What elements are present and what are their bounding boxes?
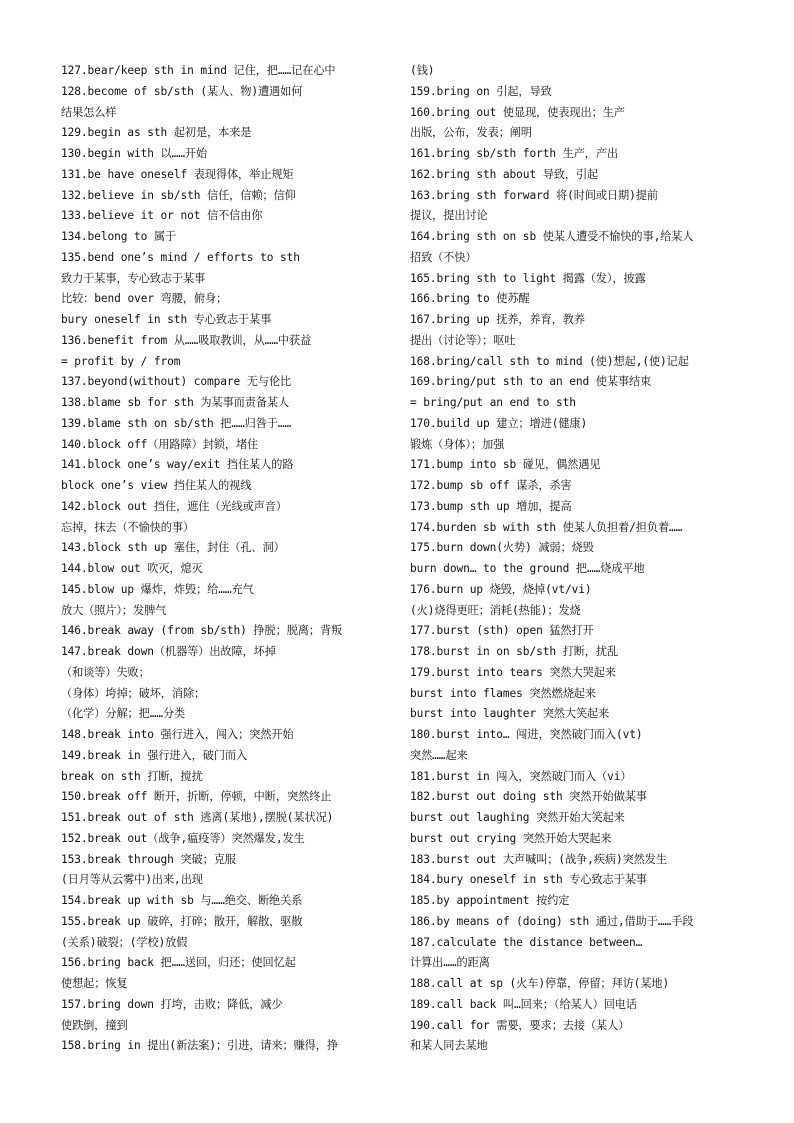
- vocab-line: burst out laughing 突然开始大笑起来: [410, 811, 625, 824]
- vocab-line: 145.blow up 爆炸，炸毁；给……充气: [61, 582, 254, 596]
- vocab-line: 171.bump into sb 碰见，偶然遇见: [410, 458, 601, 472]
- vocab-line: 使跌倒，撞到: [61, 1018, 128, 1032]
- vocab-line: 181.burst in 闯入，突然破门而入（vi）: [410, 769, 632, 783]
- vocab-line: 161.bring sb/sth forth 生产，产出: [410, 147, 619, 160]
- vocab-line: 136.benefit from 从……吸取教训，从……中获益: [61, 333, 312, 347]
- vocab-line: 178.burst in on sb/sth 打断，扰乱: [410, 645, 619, 658]
- vocab-line: block one’s view 挡住某人的视线: [61, 479, 252, 492]
- vocab-line: 183.burst out 大声喊叫；(战争,疾病)突然发生: [410, 852, 667, 866]
- vocab-line: 招致（不快）: [410, 250, 477, 264]
- vocab-line: 132.believe in sb/sth 信任，信赖；信仰: [61, 188, 296, 202]
- vocab-line: (火)烧得更旺；消耗(热能)；发烧: [410, 603, 581, 617]
- vocab-line: （身体）垮掉；破坏，消除；: [61, 686, 206, 700]
- vocab-line: 156.bring back 把……送回，归还；使回忆起: [61, 956, 296, 970]
- vocab-line: 结果怎么样: [61, 105, 117, 119]
- vocab-line: 129.begin as sth 起初是，本来是: [61, 126, 252, 140]
- vocab-line: 160.bring out 使显现，使表现出；生产: [410, 105, 625, 119]
- vocab-line: 138.blame sb for sth 为某事而责备某人: [61, 396, 290, 409]
- vocab-line: 130.begin with 以……开始: [61, 147, 208, 160]
- vocab-line: 比较：bend over 弯腰，俯身；: [61, 292, 228, 306]
- vocab-line: (关系)破裂；(学校)放假: [61, 935, 188, 949]
- vocab-line: 150.break off 断开，折断，停顿，中断，突然终止: [61, 790, 332, 804]
- vocab-line: 提议，提出讨论: [410, 209, 488, 223]
- vocab-line: 157.bring down 打垮，击败；降低，减少: [61, 997, 283, 1011]
- vocab-line: 152.break out（战争,瘟疫等）突然爆发,发生: [61, 831, 305, 845]
- vocab-line: 173.bump sth up 增加，提高: [410, 499, 572, 513]
- left-column: [61, 61, 395, 1057]
- vocab-line: 169.bring/put sth to an end 使某事结束: [410, 375, 652, 389]
- vocab-line: 提出（讨论等）；呕吐: [410, 333, 516, 347]
- vocab-line: 167.bring up 抚养，养育，教养: [410, 313, 585, 326]
- vocab-line: 188.call at sp (火车)停靠，停留；拜访(某地): [410, 977, 670, 990]
- vocab-line: 151.break out of sth 逃离(某地),摆脱(某状况): [61, 811, 334, 824]
- vocab-line: 182.burst out doing sth 突然开始做某事: [410, 790, 647, 804]
- vocab-line: 166.bring to 使苏醒: [410, 292, 530, 306]
- vocab-line: burst out crying 突然开始大哭起来: [410, 831, 612, 845]
- vocab-line: 128.become of sb/sth (某人、物)遭遇如何: [61, 84, 303, 98]
- vocab-line: 放大（照片）；发脾气: [61, 603, 167, 617]
- vocab-line: 170.build up 建立；增进(健康): [410, 416, 588, 430]
- vocab-line: 155.break up 破碎，打碎；散开，解散，驱散: [61, 914, 303, 928]
- vocab-line: 187.calculate the distance between…: [410, 935, 643, 949]
- vocab-line: 忘掉，抹去（不愉快的事）: [61, 520, 195, 534]
- vocab-line: 127.bear/keep sth in mind 记住，把……记在心中: [61, 64, 336, 77]
- vocab-line: 158.bring in 提出(新法案)；引进，请来；赚得，挣: [61, 1039, 338, 1053]
- vocab-line: 使想起；恢复: [61, 977, 128, 990]
- vocab-line: 139.blame sth on sb/sth 把……归咎于……: [61, 416, 292, 430]
- vocab-line: (钱): [410, 64, 435, 77]
- vocab-line: 146.break away (from sb/sth) 挣脱；脱离；背叛: [61, 624, 343, 638]
- vocab-line: 致力于某事，专心致志于某事: [61, 271, 206, 285]
- vocab-line: 164.bring sth on sb 使某人遭受不愉快的事,给某人: [410, 230, 694, 243]
- vocab-line: 162.bring sth about 导致，引起: [410, 167, 599, 181]
- vocab-line: 189.call back 叫…回来；（给某人）回电话: [410, 997, 637, 1011]
- vocab-line: 和某人同去某地: [410, 1039, 488, 1053]
- vocab-line: 153.break through 突破；克服: [61, 852, 236, 866]
- vocab-line: 144.blow out 吹灭，熄灭: [61, 562, 203, 575]
- vocab-line: 突然……起来: [410, 748, 468, 762]
- vocab-line: 179.burst into tears 突然大哭起来: [410, 665, 616, 679]
- vocab-line: 137.beyond(without) compare 无与伦比: [61, 375, 292, 389]
- vocab-line: 163.bring sth forward 将(时间或日期)提前: [410, 188, 658, 202]
- vocab-line: 186.by means of (doing) sth 通过,借助于……手段: [410, 914, 694, 928]
- vocab-line: 135.bend one’s mind / efforts to sth: [61, 250, 300, 264]
- vocab-line: burn down… to the ground 把……烧成平地: [410, 562, 645, 575]
- vocab-line: （和谈等）失败；: [61, 665, 150, 679]
- vocab-line: 176.burn up 烧毁，烧掉(vt/vi): [410, 582, 592, 596]
- vocab-line: 172.bump sb off 谋杀，杀害: [410, 479, 572, 492]
- vocab-line: burst into flames 突然燃烧起来: [410, 686, 596, 700]
- vocab-line: 134.belong to 属于: [61, 230, 177, 243]
- vocab-line: 131.be have oneself 表现得体，举止规矩: [61, 167, 294, 181]
- vocab-line: 180.burst into… 闯进，突然破门而入(vt): [410, 728, 643, 741]
- vocab-line: = profit by / from: [61, 354, 181, 368]
- vocab-line: = bring/put an end to sth: [410, 396, 576, 409]
- vocab-line: （化学）分解；把……分类: [61, 707, 186, 721]
- vocab-line: 149.break in 强行进入，破门而入: [61, 748, 248, 762]
- vocab-line: 175.burn down(火势) 减弱；烧毁: [410, 541, 594, 555]
- vocab-line: break on sth 打断，搅扰: [61, 769, 203, 783]
- vocab-line: 133.believe it or not 信不信由你: [61, 209, 263, 223]
- vocab-line: 159.bring on 引起，导致: [410, 84, 552, 98]
- right-column: [410, 61, 750, 1057]
- vocab-line: 185.by appointment 按约定: [410, 894, 570, 907]
- vocab-line: 141.block one’s way/exit 挡住某人的路: [61, 458, 294, 472]
- vocab-line: 锻炼（身体）；加强: [410, 437, 505, 451]
- vocab-line: 168.bring/call sth to mind (使)想起,(使)记起: [410, 354, 689, 368]
- vocab-line: burst into laughter 突然大笑起来: [410, 707, 610, 721]
- vocab-line: 142.block out 挡住，遮住（光线或声音）: [61, 499, 287, 513]
- vocab-line: 177.burst (sth) open 猛然打开: [410, 624, 594, 638]
- vocab-line: 184.bury oneself in sth 专心致志于某事: [410, 873, 647, 887]
- vocab-line: 143.block sth up 塞住，封住（孔、洞）: [61, 541, 285, 555]
- vocab-line: 165.bring sth to light 揭露（发），披露: [410, 271, 646, 285]
- vocab-line: 174.burden sb with sth 使某人负担着/担负着……: [410, 520, 683, 534]
- vocab-line: 190.call for 需要，要求；去接（某人）: [410, 1018, 630, 1032]
- vocab-line: 出版，公布，发表；阐明: [410, 126, 532, 140]
- vocab-line: 计算出……的距离: [410, 956, 490, 970]
- vocab-line: 154.break up with sb 与……绝交、断绝关系: [61, 894, 303, 907]
- vocab-line: 140.block off（用路障）封锁，堵住: [61, 437, 259, 451]
- vocab-line: (日月等从云雾中)出来,出现: [61, 873, 203, 887]
- vocab-line: 147.break down（机器等）出故障，坏掉: [61, 645, 276, 658]
- vocab-line: 148.break into 强行进入，闯入；突然开始: [61, 728, 294, 741]
- vocab-line: bury oneself in sth 专心致志于某事: [61, 313, 272, 326]
